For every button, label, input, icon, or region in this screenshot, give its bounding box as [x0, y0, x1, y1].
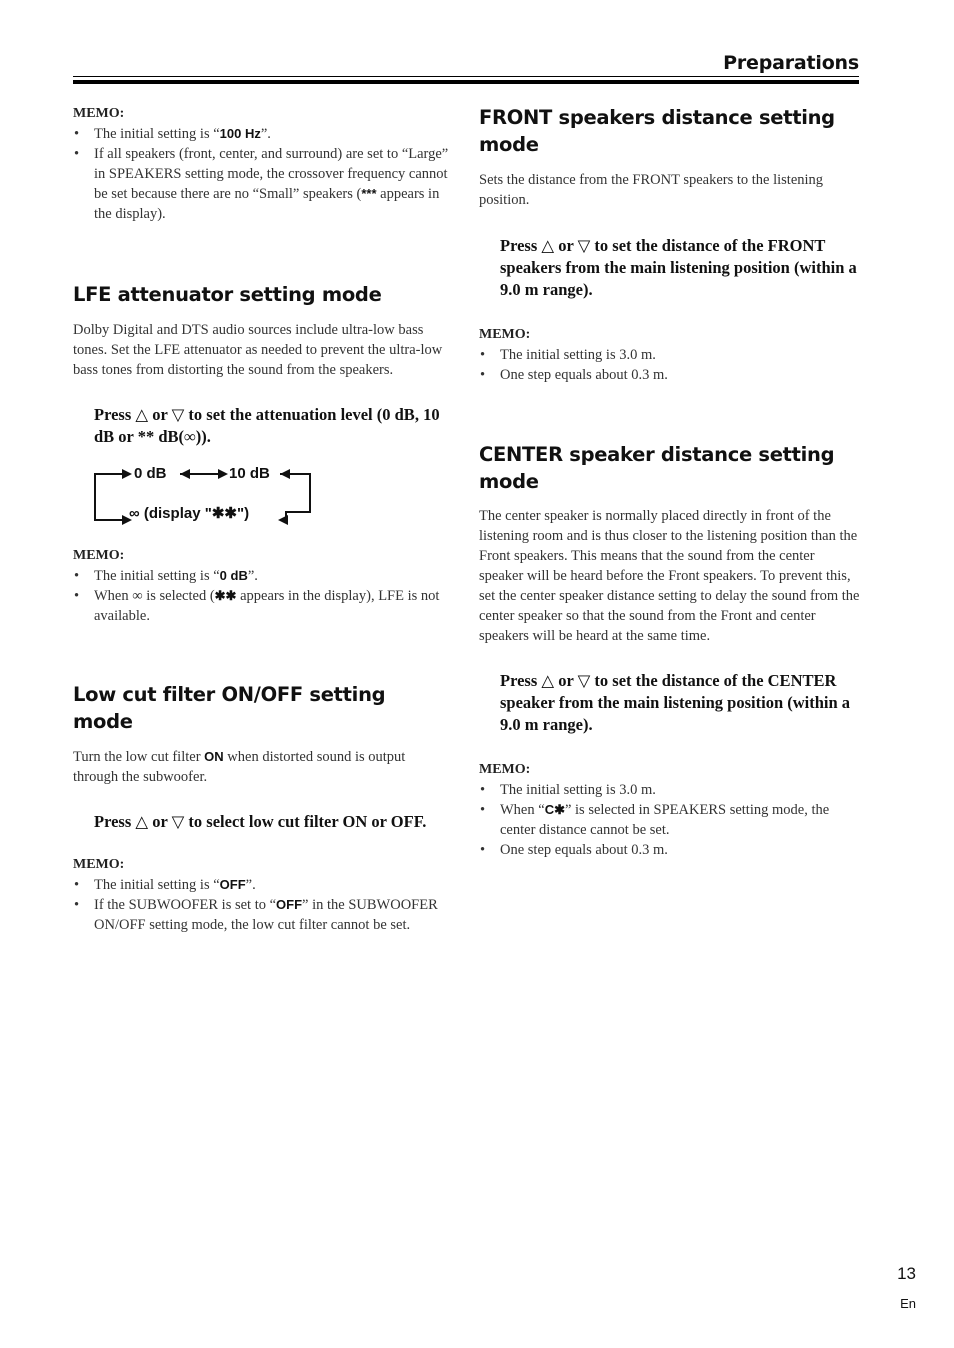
memo-item: • The initial setting is “OFF”. [74, 877, 256, 893]
page-language: En [900, 1296, 916, 1311]
memo-heading: MEMO: [73, 857, 125, 872]
header-rule-thin [73, 76, 859, 77]
memo-heading: MEMO: [73, 106, 125, 121]
bullet-icon: • [74, 588, 80, 604]
header-rule-thick [73, 80, 859, 84]
center-section [479, 441, 861, 860]
memo-item: • The initial setting is “100 Hz”. [74, 126, 271, 142]
diagram-label-infinity: ∞ (display "✱✱") [129, 505, 250, 522]
memo-item: • When ∞ is selected (✱✱ appears in the display), LFE is not available. [74, 588, 440, 624]
memo-item: • The initial setting is 3.0 m. [480, 347, 656, 363]
lfe-cycle-diagram [94, 464, 449, 534]
lowcut-title: Low cut filter ON/OFF setting mode [73, 683, 386, 733]
memo-item: • If all speakers (front, center, and surround) are set to “Large” in SPEAKERS setting mode, the crossover frequency cannot be set because there are no “Small” speakers (*** appears in the display). [74, 146, 449, 222]
bullet-icon: • [74, 877, 80, 893]
memo-center [479, 762, 861, 860]
memo-front [479, 327, 861, 385]
center-title: CENTER speaker distance setting mode [479, 443, 835, 493]
lfe-body: Dolby Digital and DTS audio sources include ultra-low bass tones. Set the LFE attenuator as needed to prevent the ultra-low bass tones from distorting the sound from the speakers. [73, 322, 443, 378]
lfe-section [73, 281, 449, 626]
memo-heading: MEMO: [479, 327, 531, 342]
bullet-icon: • [480, 347, 486, 363]
memo-item: • If the SUBWOOFER is set to “OFF” in the SUBWOOFER ON/OFF setting mode, the low cut filter cannot be set. [74, 897, 438, 933]
bullet-icon: • [480, 782, 486, 798]
page-header-title: Preparations [723, 52, 859, 74]
memo-item: • The initial setting is “0 dB”. [74, 568, 258, 584]
front-section [479, 104, 861, 385]
memo-item: • The initial setting is 3.0 m. [480, 782, 656, 798]
right-column [479, 104, 861, 860]
cycle-arrows-icon [94, 464, 334, 534]
bullet-icon: • [74, 146, 80, 162]
lowcut-section [73, 681, 449, 935]
bullet-icon: • [74, 126, 80, 142]
bullet-icon: • [480, 367, 486, 383]
lowcut-body: Turn the low cut filter ON when distorted sound is output through the subwoofer. [73, 749, 406, 785]
bullet-icon: • [480, 842, 486, 858]
lfe-title: LFE attenuator setting mode [73, 283, 382, 306]
left-column [73, 106, 449, 935]
memo-item: • One step equals about 0.3 m. [480, 842, 668, 858]
memo-crossover [73, 106, 449, 224]
diagram-label-10db: 10 dB [229, 465, 270, 482]
memo-lowcut [73, 857, 449, 935]
bullet-icon: • [480, 802, 486, 818]
front-title: FRONT speakers distance setting mode [479, 106, 835, 156]
lowcut-instruction: Press △ or ▽ to select low cut filter ON or OFF. [94, 812, 427, 831]
memo-heading: MEMO: [479, 762, 531, 777]
memo-item: • One step equals about 0.3 m. [480, 367, 668, 383]
memo-item: • When “C✱” is selected in SPEAKERS setting mode, the center distance cannot be set. [480, 802, 830, 838]
lfe-instruction: Press △ or ▽ to set the attenuation level (0 dB, 10 dB or ** dB(∞)). [94, 405, 440, 446]
page-number: 13 [897, 1264, 916, 1283]
front-body: Sets the distance from the FRONT speakers to the listening position. [479, 172, 824, 208]
bullet-icon: • [74, 897, 80, 913]
diagram-label-0db: 0 dB [134, 465, 167, 482]
front-instruction: Press △ or ▽ to set the distance of the FRONT speakers from the main listening position (within a 9.0 m range). [500, 236, 857, 299]
center-instruction: Press △ or ▽ to set the distance of the CENTER speaker from the main listening position (within a 9.0 m range). [500, 671, 851, 734]
bullet-icon: • [74, 568, 80, 584]
memo-heading: MEMO: [73, 548, 125, 563]
center-body: The center speaker is normally placed directly in front of the listening room and is thus closer to the listening position than the Front speakers. This means that the sound from the center speaker will be heard before the Front speakers. To prevent this, set the center speaker distance setting to delay the sound from the center speaker so that the sound from the Front and center speakers will be heard at the same time. [479, 508, 860, 644]
memo-lfe [73, 548, 449, 626]
